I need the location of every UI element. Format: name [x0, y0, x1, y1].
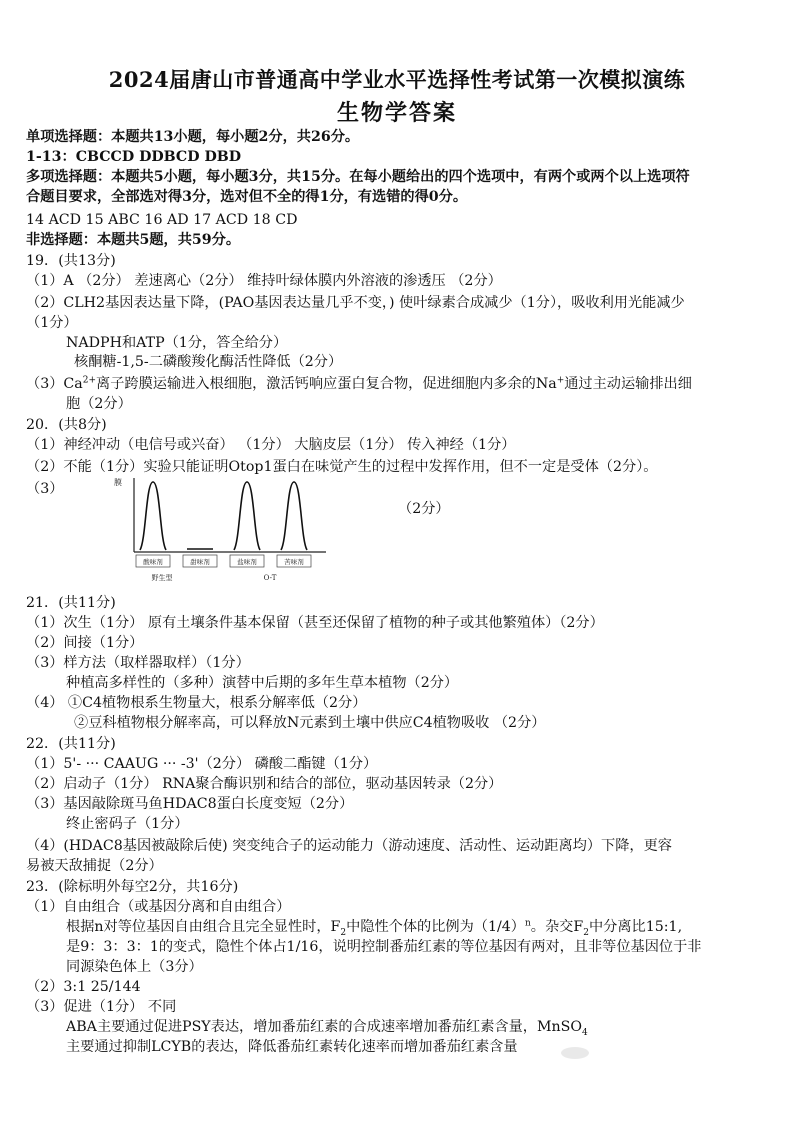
document-subtitle: 生物学答案 — [336, 100, 457, 126]
q23-part1-reason-c: 同源染色体上（3分） — [66, 959, 203, 975]
response-curve — [140, 482, 166, 550]
q20-part1: （1）神经冲动（电信号或兴奋） （1分） 大脑皮层（1分） 传入神经（1分） — [26, 437, 516, 453]
q20-part3-score: （2分） — [398, 501, 450, 517]
answers-1-13: 1-13：CBCCD DDBCD DBD — [26, 149, 242, 165]
q22-part2: （2）启动子（1分） RNA聚合酶识别和结合的部位，驱动基因转录（2分） — [26, 776, 503, 792]
q21-part4-b: ②豆科植物根分解率高，可以释放N元素到土壤中供应C4植物吸收 （2分） — [74, 715, 546, 731]
section-heading-single-choice: 单项选择题：本题共13小题，每小题2分，共26分。 — [26, 129, 360, 145]
q22-part4: （4）(HDAC8基因被敲除后使) 突变纯合子的运动能力（游动速度、活动性、运动距离均）下降，更容 — [26, 838, 672, 854]
q23-part3-answer-a: ABA主要通过促进PSY表达，增加番茄红素的合成速率增加番茄红素含量，MnSO$_4$ — [66, 1019, 588, 1038]
q21-part4-a: （4） ①C4植物根系生物量大，根系分解率低（2分） — [26, 695, 367, 711]
q19-part2: （2）CLH2基因表达量下降，(PAO基因表达量几乎不变，) 使叶绿素合成减少（1分），吸收利用光能减少 — [26, 295, 685, 311]
q21-part2: （2）间接（1分） — [26, 635, 144, 651]
chart-y-label: 膜 — [114, 478, 122, 487]
q23-part1-reason-b: 是9：3：3：1的变式，隐性个体占1/16，说明控制番茄红素的等位基因有两对，且非等位基因位于非 — [66, 939, 702, 955]
q19-heading: 19．(共13分) — [26, 253, 116, 269]
answers-14-18: 14 ACD 15 ABC 16 AD 17 ACD 18 CD — [26, 212, 298, 228]
q22-part4-cont: 易被天敌捕捉（2分） — [26, 858, 163, 874]
q23-part2: （2）3:1 25/144 — [26, 979, 141, 995]
q23-part1: （1）自由组合（或基因分离和自由组合） — [26, 899, 291, 915]
q21-part3: （3）样方法（取样器取样）（1分） — [26, 655, 250, 671]
q22-part1: （1）5'- ··· CAAUG ··· -3'（2分） 磷酸二酯键（1分） — [26, 756, 378, 772]
q19-part2-answer-a: NADPH和ATP（1分，答全给分） — [66, 335, 288, 351]
q22-part3-answer: 终止密码子（1分） — [66, 816, 189, 832]
chart-group-label: 野生型 — [151, 574, 173, 582]
chart-group-label: O-T — [263, 574, 277, 582]
q23-part1-reason-a: 根据n对等位基因自由组合且完全显性时，$F_2$中隐性个体的比例为$(1/4)^n$。杂交$F_2$中分离比15:1, — [66, 918, 683, 938]
q19-part3: $(3)Ca^{2+}$离子跨膜运输进入根细胞，激活钙响应蛋白复合物，促进细胞内多余的Na+通过主动运输排出细 — [26, 375, 692, 392]
multi-choice-rule: 合题目要求，全部选对得3分，选对但不全的得1分，有选错的得0分。 — [26, 189, 468, 205]
q20-part2: （2）不能（1分）实验只能证明Otop1蛋白在味觉产生的过程中发挥作用，但不一定是受体（2分）。 — [26, 459, 658, 475]
chart-category-label: 盐味剂 — [237, 558, 257, 566]
q21-part1: （1）次生（1分） 原有土壤条件基本保留（甚至还保留了植物的种子或其他繁殖体）（2分） — [26, 615, 604, 631]
q20-heading: 20．(共8分) — [26, 417, 107, 433]
document-title: 2024届唐山市普通高中学业水平选择性考试第一次模拟演练 — [108, 67, 686, 92]
response-curve — [281, 482, 307, 550]
q22-heading: 22．(共11分) — [26, 736, 116, 752]
q23-heading: 23．(除标明外每空2分，共16分) — [26, 879, 239, 895]
chart-category-label: 苦味剂 — [284, 558, 304, 566]
section-heading-multi-choice: 多项选择题：本题共5小题，每小题3分，共15分。在每小题给出的四个选项中，有两个或两个以上选项符 — [26, 169, 690, 185]
q23-part3-answer-b: 主要通过抑制LCYB的表达，降低番茄红素转化速率而增加番茄红素含量 — [66, 1039, 518, 1055]
q22-part3: （3）基因敲除斑马鱼HDAC8蛋白长度变短（2分） — [26, 796, 354, 812]
section-heading-non-choice: 非选择题：本题共5题，共59分。 — [26, 232, 241, 248]
chart-category-label: 酸味剂 — [143, 558, 163, 566]
q21-part3-answer: 种植高多样性的（多种）演替中后期的多年生草本植物（2分） — [66, 675, 459, 691]
q23-part3: （3）促进（1分） 不同 — [26, 999, 177, 1015]
q21-heading: 21．(共11分) — [26, 595, 116, 611]
chart-category-label: 甜味剂 — [190, 558, 210, 566]
watermark-logo — [560, 1046, 590, 1060]
q19-part2-answer-b: 核酮糖-1,5-二磷酸羧化酶活性降低（2分） — [74, 354, 343, 370]
taste-response-chart — [112, 472, 332, 584]
q20-part3-label: （3） — [26, 481, 64, 497]
response-curve — [234, 482, 260, 550]
q19-part3-cont: 胞（2分） — [66, 396, 132, 412]
q19-part1: （1）A （2分） 差速离心（2分） 维持叶绿体膜内外溶液的渗透压 （2分） — [26, 273, 502, 289]
q19-part2-cont: （1分） — [26, 315, 78, 331]
